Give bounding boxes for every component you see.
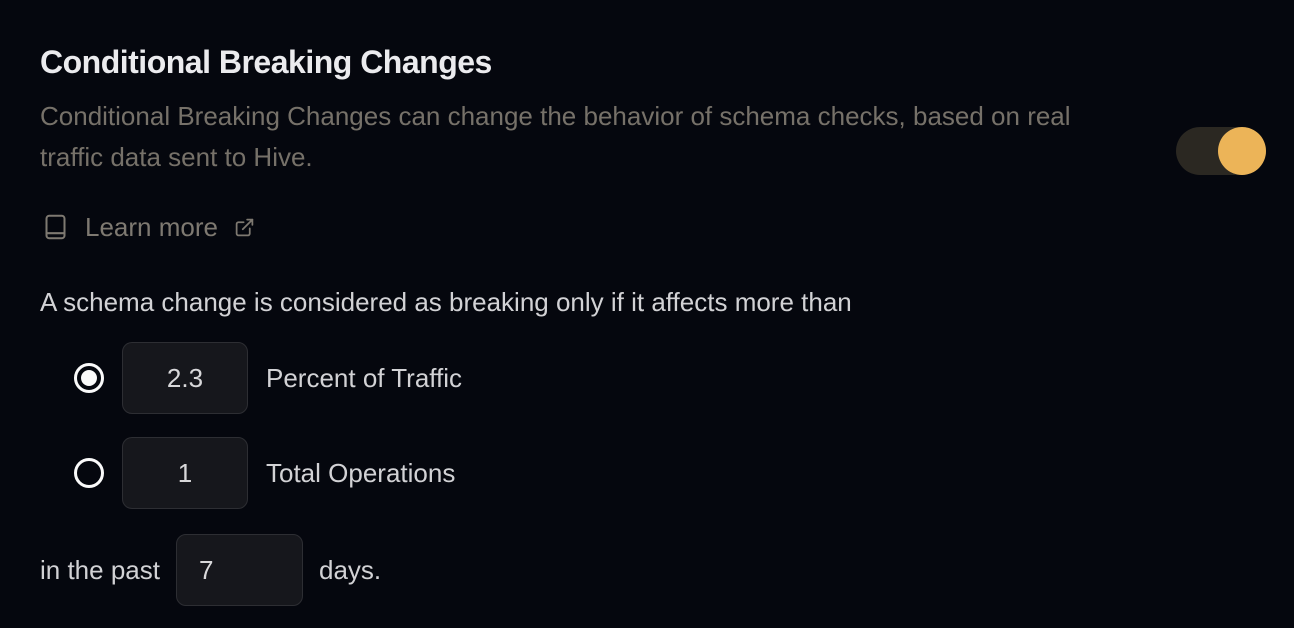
feature-toggle[interactable] bbox=[1176, 127, 1266, 175]
learn-more-link[interactable] bbox=[42, 206, 255, 248]
page-title: Conditional Breaking Changes bbox=[40, 44, 492, 80]
percent-of-traffic-radio[interactable] bbox=[74, 363, 104, 393]
period-days-input[interactable] bbox=[176, 534, 303, 606]
radio-dot bbox=[81, 465, 97, 481]
total-operations-label: Total Operations bbox=[266, 457, 456, 488]
total-operations-radio[interactable] bbox=[74, 458, 104, 488]
total-operations-input[interactable] bbox=[122, 437, 248, 509]
percent-of-traffic-label: Percent of Traffic bbox=[266, 362, 463, 393]
panel-description bbox=[40, 96, 1071, 178]
toggle-knob bbox=[1218, 127, 1266, 175]
description-line-2: traffic data sent to Hive. bbox=[40, 142, 313, 172]
percent-of-traffic-input[interactable] bbox=[122, 342, 248, 414]
book-icon bbox=[42, 212, 69, 242]
period-suffix-text: days. bbox=[318, 554, 382, 585]
period-row bbox=[40, 534, 381, 606]
external-link-icon bbox=[234, 217, 255, 238]
period-prefix-text: in the past bbox=[40, 554, 160, 585]
radio-dot bbox=[81, 370, 97, 386]
percent-of-traffic-row bbox=[74, 342, 462, 414]
condition-intro-text: A schema change is considered as breaking only if it affects more than bbox=[40, 287, 852, 317]
learn-more-label: Learn more bbox=[85, 211, 218, 242]
description-line-1: Conditional Breaking Changes can change the behavior of schema checks, based on real bbox=[40, 101, 1071, 131]
total-operations-row bbox=[74, 437, 455, 509]
